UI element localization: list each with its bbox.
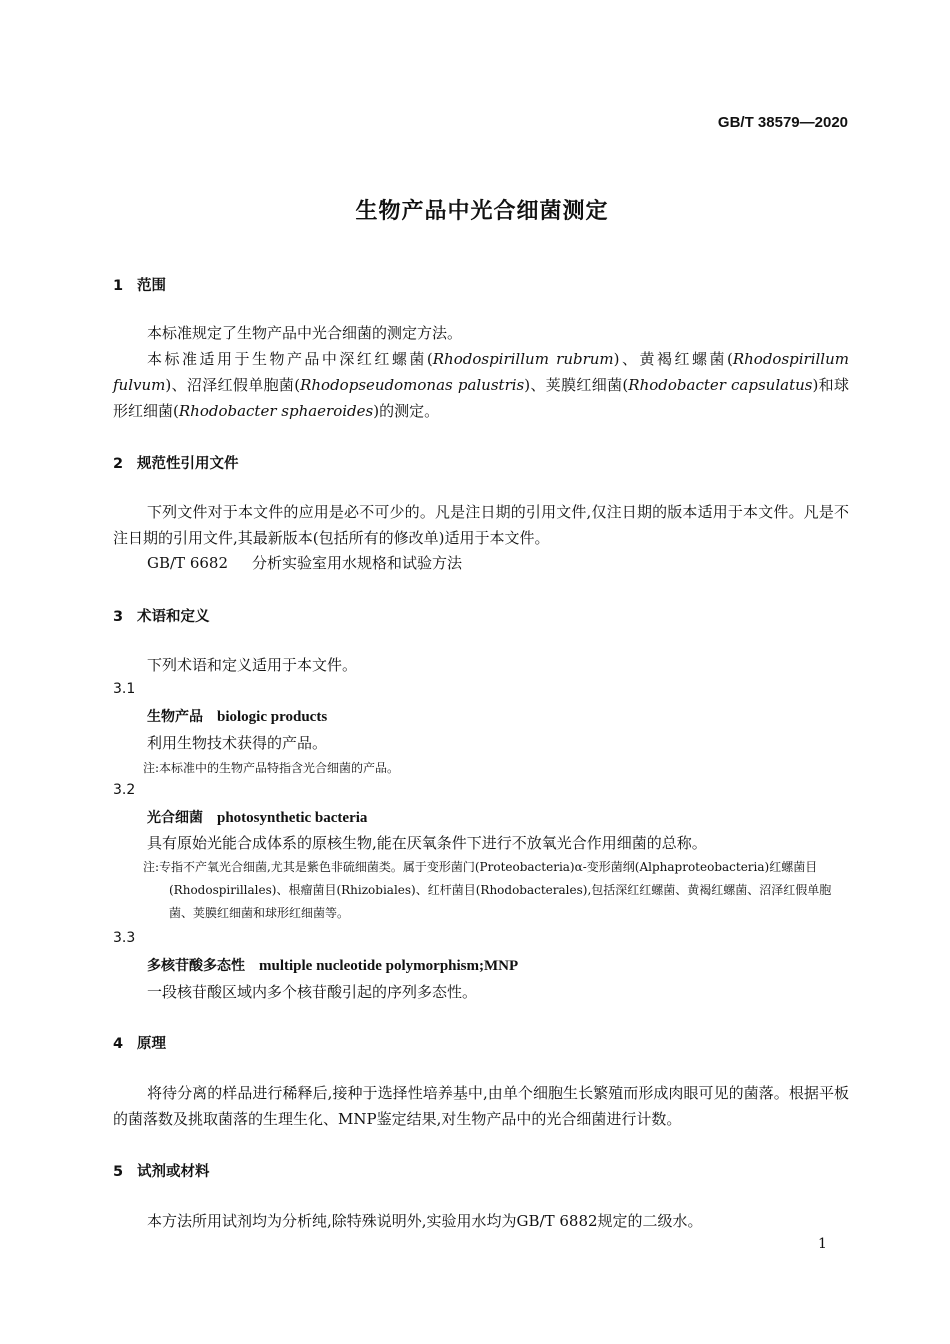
- term-number: 3.1: [113, 681, 136, 697]
- section-1-heading: [113, 274, 166, 295]
- species-name: Rhodobacter sphaeroides: [178, 402, 374, 420]
- scope-paragraph-1: 本标准规定了生物产品中光合细菌的测定方法。: [147, 324, 463, 342]
- text-run: 本标准适用于生物产品中深红红螺菌(: [147, 350, 433, 368]
- reference-title: 分析实验室用水规格和试验方法: [252, 554, 463, 572]
- term-en: photosynthetic bacteria: [217, 810, 368, 826]
- text-run: )、沼泽红假单胞菌(: [165, 376, 301, 394]
- section-number: 2: [113, 456, 124, 472]
- principle-paragraph: 将待分离的样品进行稀释后,接种于选择性培养基中,由单个细胞生长繁殖而形成肉眼可见的菌落。根据平板的菌落数及挑取菌落的生理生化、MNP鉴定结果,对生物产品中的光合细菌进行计数。: [113, 1084, 849, 1128]
- section-number: 3: [113, 609, 124, 625]
- text-run: )和球形红细菌(: [113, 376, 849, 420]
- text-run: )、荚膜红细菌(: [524, 376, 629, 394]
- normative-paragraph: 下列文件对于本文件的应用是必不可少的。凡是注日期的引用文件,仅注日期的版本适用于本文件。凡是不注日期的引用文件,其最新版本(包括所有的修改单)适用于本文件。: [113, 503, 849, 547]
- species-name: Rhodopseudomonas palustris: [300, 376, 525, 394]
- section-number: 1: [113, 278, 124, 294]
- species-name: Rhodospirillum fulvum: [113, 350, 849, 394]
- term-en: biologic products: [217, 709, 328, 725]
- section-number: 5: [113, 1164, 124, 1180]
- document-title: 生物产品中光合细菌测定: [355, 199, 609, 224]
- reagents-paragraph: 本方法所用试剂均为分析纯,除特殊说明外,实验用水均为GB/T 6882规定的二级水。: [147, 1212, 703, 1230]
- section-2-heading: [113, 452, 239, 473]
- term-zh: 生物产品: [147, 709, 203, 725]
- term-number: 3.2: [113, 782, 136, 798]
- terms-intro: 下列术语和定义适用于本文件。: [147, 656, 358, 674]
- species-name: Rhodospirillum rubrum: [432, 350, 614, 368]
- term-heading: [147, 807, 367, 827]
- standard-code: GB/T 38579—2020: [717, 114, 848, 131]
- reference-code: GB/T 6682: [147, 554, 229, 572]
- section-title: 规范性引用文件: [137, 456, 239, 472]
- section-5-heading: [113, 1160, 210, 1181]
- term-zh: 多核苷酸多态性: [147, 958, 245, 974]
- term-definition: 一段核苷酸区域内多个核苷酸引起的序列多态性。: [147, 983, 478, 1001]
- section-number: 4: [113, 1036, 124, 1052]
- term-definition: 具有原始光能合成体系的原核生物,能在厌氧条件下进行不放氧光合作用细菌的总称。: [147, 834, 707, 852]
- term-en: multiple nucleotide polymorphism;MNP: [259, 958, 519, 974]
- text-run: )、黄褐红螺菌(: [613, 350, 733, 368]
- section-4-heading: [113, 1032, 166, 1053]
- section-3-heading: [113, 605, 210, 626]
- term-heading: [147, 955, 518, 975]
- species-name: Rhodobacter capsulatus: [628, 376, 813, 394]
- section-title: 范围: [137, 278, 166, 294]
- section-title: 术语和定义: [137, 609, 210, 625]
- term-note: 注:专指不产氧光合细菌,尤其是紫色非硫细菌类。属于变形菌门(Proteobacteria)α-变形菌纲(Alphaproteobacteria)红螺菌目(Rhodospirillales)、根瘤菌目(Rhizobiales)、红杆菌目(Rhodobacterales),包括深红红螺菌、黄褐红螺菌、沼泽红假单胞菌、荚膜红细菌和球形红细菌等。: [143, 860, 832, 920]
- scope-paragraph-2: [113, 346, 849, 424]
- term-heading: [147, 706, 327, 726]
- normative-reference: [147, 552, 462, 573]
- term-definition: 利用生物技术获得的产品。: [147, 734, 328, 752]
- text-run: )的测定。: [373, 402, 440, 420]
- term-zh: 光合细菌: [147, 810, 203, 826]
- section-title: 试剂或材料: [137, 1164, 210, 1180]
- page-number: 1: [818, 1236, 827, 1252]
- section-title: 原理: [137, 1036, 166, 1052]
- term-note: 注:本标准中的生物产品特指含光合细菌的产品。: [143, 761, 400, 775]
- term-number: 3.3: [113, 930, 136, 946]
